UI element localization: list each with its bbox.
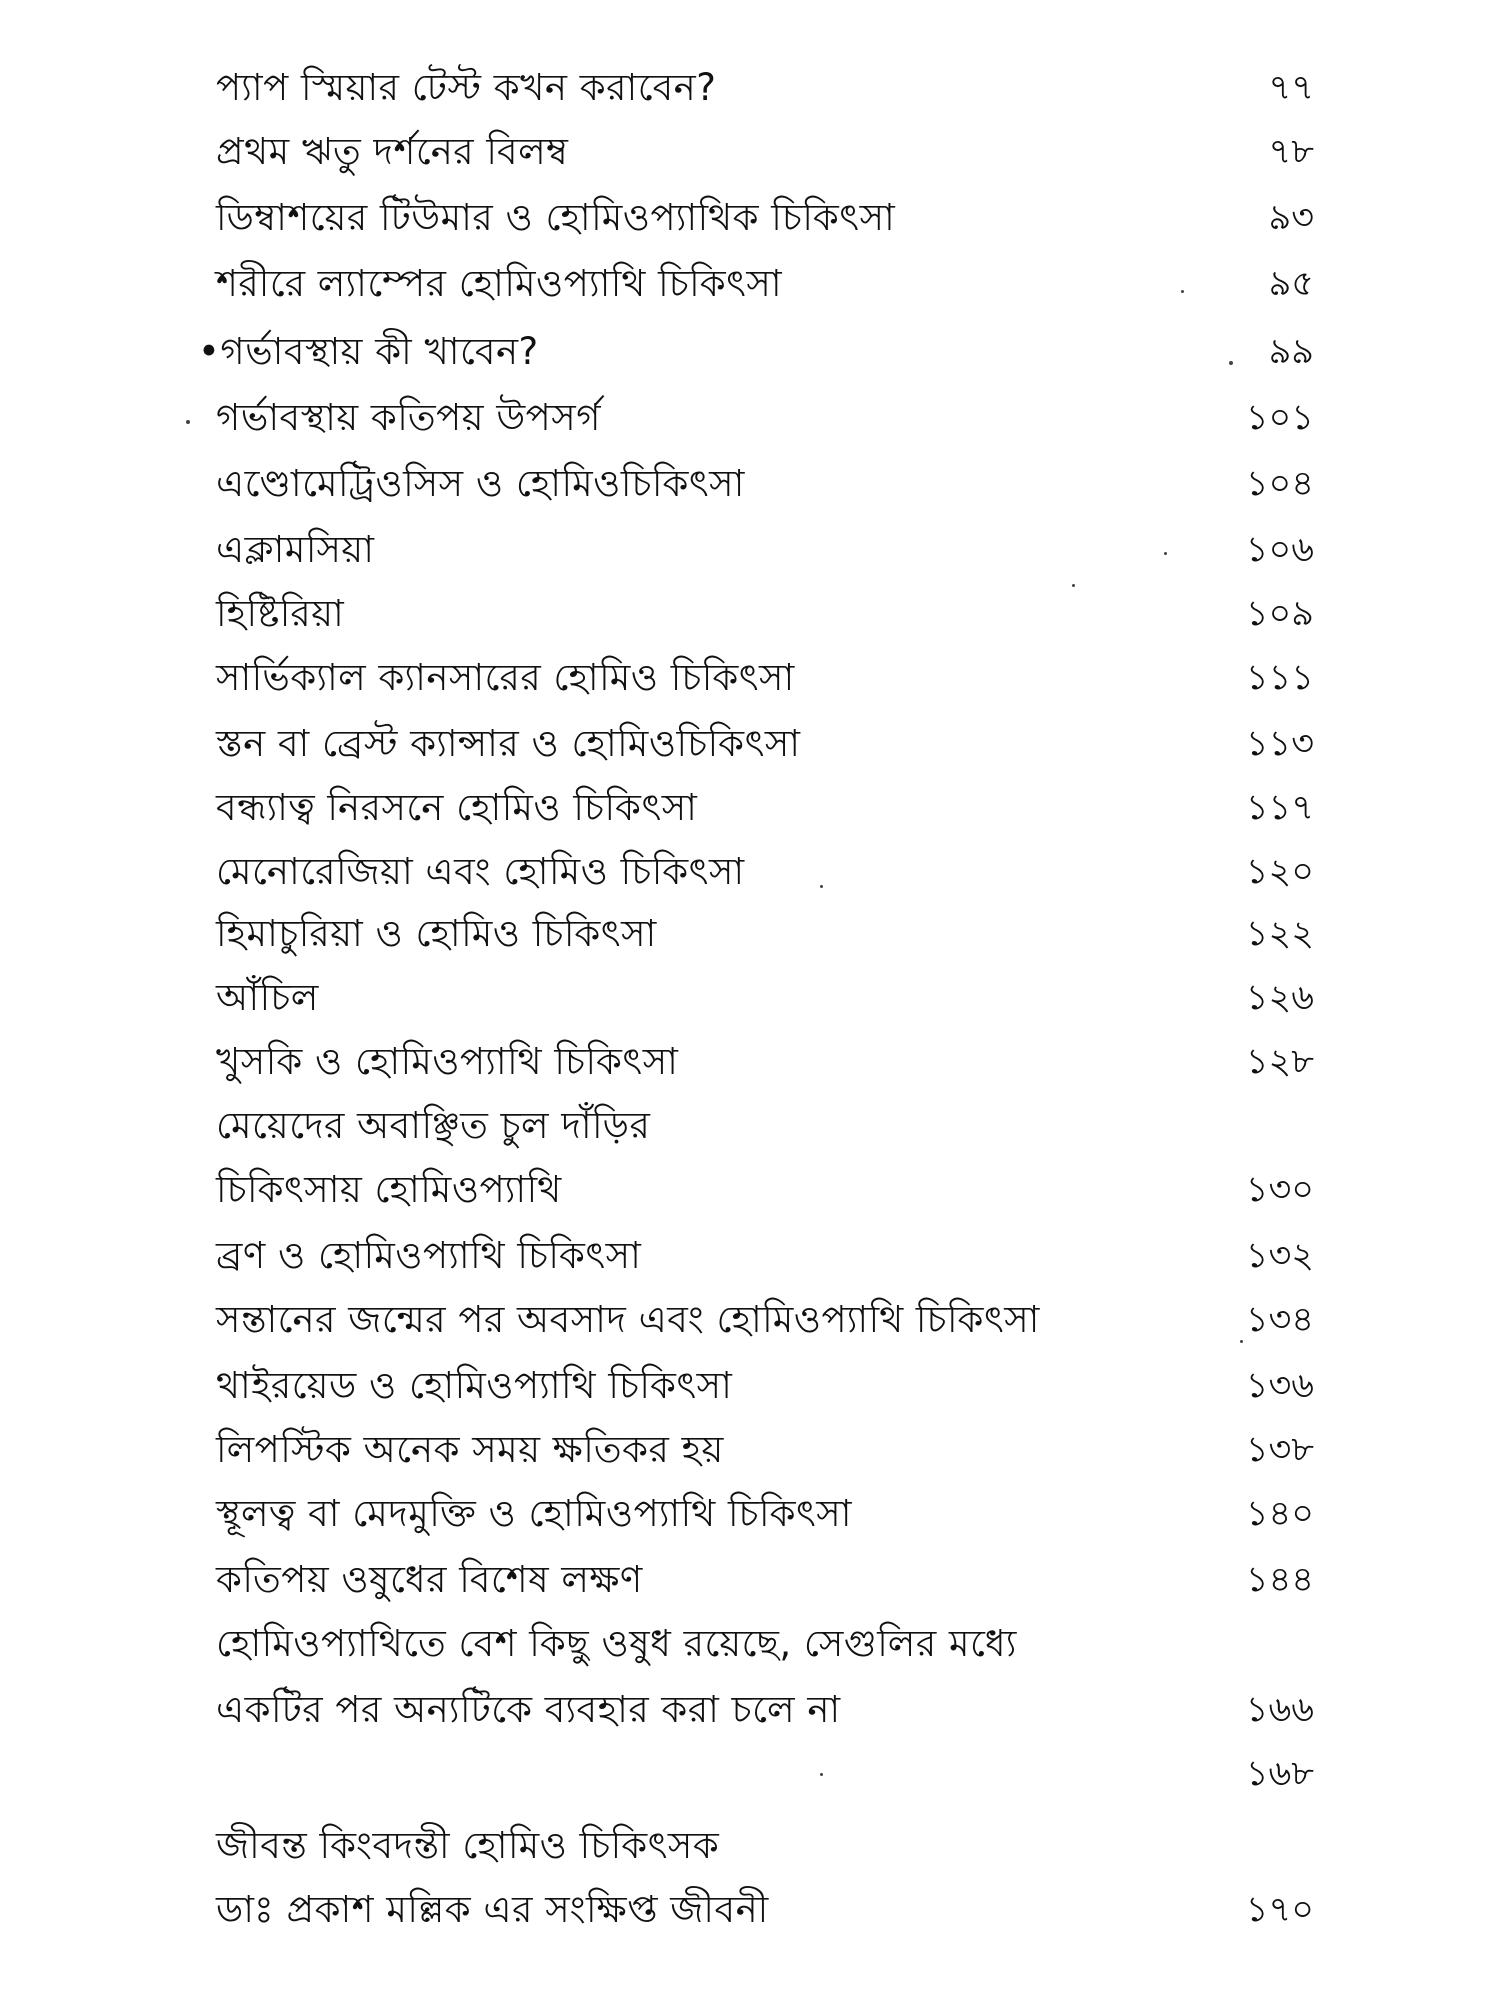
entry-title: চিকিৎসায় হোমিওপ্যাথি bbox=[216, 1168, 562, 1211]
entry-page-number: ১২৬ bbox=[1245, 978, 1314, 1018]
entry-page-number: ১২৮ bbox=[1245, 1042, 1314, 1082]
entry-page-number: ১০৯ bbox=[1245, 594, 1314, 634]
entry-title: ব্রণ ও হোমিওপ্যাথি চিকিৎসা bbox=[216, 1234, 642, 1277]
entry-page-number: ১৩০ bbox=[1245, 1170, 1314, 1210]
toc-entry bbox=[0, 1226, 1500, 1286]
entry-page-number: ১৬৮ bbox=[1245, 1754, 1314, 1794]
entry-title: খুসকি ও হোমিওপ্যাথি চিকিৎসা bbox=[216, 1040, 679, 1083]
entry-page-number: ১৩৬ bbox=[1245, 1366, 1314, 1406]
entry-page-number: ১১৩ bbox=[1245, 724, 1314, 764]
entry-page-number: ১১৭ bbox=[1245, 788, 1314, 828]
entry-title: হিমাচুরিয়া ও হোমিও চিকিৎসা bbox=[216, 912, 657, 955]
entry-title: প্যাপ স্মিয়ার টেস্ট কখন করাবেন? bbox=[216, 66, 717, 109]
entry-title: এণ্ডোমেট্রিওসিস ও হোমিওচিকিৎসা bbox=[216, 462, 745, 505]
toc-entry bbox=[0, 904, 1500, 964]
toc-entry bbox=[0, 968, 1500, 1028]
scan-speck bbox=[1229, 361, 1233, 365]
entry-title: কতিপয় ওষুধের বিশেষ লক্ষণ bbox=[216, 1558, 643, 1601]
entry-page-number: ১৪৪ bbox=[1245, 1560, 1314, 1600]
toc-entry bbox=[0, 1356, 1500, 1416]
entry-title: সন্তানের জন্মের পর অবসাদ এবং হোমিওপ্যাথি চিকিৎসা bbox=[216, 1298, 1040, 1341]
entry-title: সার্ভিক্যাল ক্যানসারের হোমিও চিকিৎসা bbox=[216, 656, 795, 699]
toc-entry bbox=[0, 520, 1500, 580]
entry-page-number: ১০৪ bbox=[1245, 464, 1314, 504]
entry-title: ডাঃ প্রকাশ মল্লিক এর সংক্ষিপ্ত জীবনী bbox=[216, 1888, 769, 1931]
toc-entry bbox=[0, 388, 1500, 448]
toc-entry bbox=[0, 1160, 1500, 1220]
scan-speck bbox=[820, 1773, 823, 1776]
entry-page-number: ১০১ bbox=[1245, 398, 1314, 438]
entry-page-number: ৭৮ bbox=[1268, 132, 1314, 172]
scan-speck bbox=[1181, 290, 1184, 293]
entry-page-number: ১৩৪ bbox=[1245, 1300, 1314, 1340]
toc-entry bbox=[0, 1614, 1500, 1674]
toc-entry bbox=[0, 1096, 1500, 1156]
entry-title: আঁচিল bbox=[216, 976, 319, 1019]
toc-entry bbox=[0, 1880, 1500, 1940]
entry-title: মেনোরেজিয়া এবং হোমিও চিকিৎসা bbox=[216, 850, 745, 893]
toc-entry bbox=[0, 778, 1500, 838]
entry-title: শরীরে ল্যাম্পের হোমিওপ্যাথি চিকিৎসা bbox=[216, 262, 783, 305]
scan-speck bbox=[186, 420, 190, 424]
entry-title: •গর্ভাবস্থায় কী খাবেন? bbox=[198, 330, 539, 373]
toc-entry bbox=[0, 122, 1500, 182]
entry-title: এক্লামসিয়া bbox=[216, 528, 375, 571]
toc-entry bbox=[0, 1680, 1500, 1740]
entry-title: হিষ্টিরিয়া bbox=[216, 592, 345, 635]
toc-entry bbox=[0, 1032, 1500, 1092]
entry-title: গর্ভাবস্থায় কতিপয় উপসর্গ bbox=[216, 396, 601, 439]
entry-page-number: ১৭০ bbox=[1245, 1890, 1314, 1930]
scan-speck bbox=[1164, 552, 1167, 555]
entry-page-number: ১৩২ bbox=[1245, 1236, 1314, 1276]
toc-entry bbox=[0, 322, 1500, 382]
entry-page-number: ১২২ bbox=[1245, 914, 1314, 954]
toc-entry bbox=[0, 584, 1500, 644]
entry-page-number: ৯৩ bbox=[1268, 198, 1314, 238]
entry-title: জীবন্ত কিংবদন্তী হোমিও চিকিৎসক bbox=[216, 1824, 720, 1867]
toc-entry bbox=[0, 714, 1500, 774]
entry-page-number: ১৪০ bbox=[1245, 1494, 1314, 1534]
entry-page-number: ৯৫ bbox=[1268, 264, 1314, 304]
toc-entry bbox=[0, 1420, 1500, 1480]
entry-page-number: ১৩৮ bbox=[1245, 1430, 1314, 1470]
entry-page-number: ১৬৬ bbox=[1245, 1690, 1314, 1730]
entry-title: হোমিওপ্যাথিতে বেশ কিছু ওষুধ রয়েছে, সেগুলির মধ্যে bbox=[216, 1622, 1017, 1665]
entry-page-number: ১১১ bbox=[1245, 658, 1314, 698]
entry-title: স্তন বা ব্রেস্ট ক্যান্সার ও হোমিওচিকিৎসা bbox=[216, 722, 801, 765]
entry-title: বন্ধ্যাত্ব নিরসনে হোমিও চিকিৎসা bbox=[216, 786, 698, 829]
entry-page-number: ৭৭ bbox=[1268, 68, 1314, 108]
entry-title: স্থূলত্ব বা মেদমুক্তি ও হোমিওপ্যাথি চিকিৎসা bbox=[216, 1492, 852, 1535]
entry-title: প্রথম ঋতু দর্শনের বিলম্ব bbox=[216, 130, 569, 173]
toc-entry bbox=[0, 1550, 1500, 1610]
toc-entry bbox=[0, 454, 1500, 514]
toc-entry bbox=[0, 58, 1500, 118]
entry-title: মেয়েদের অবাঞ্ছিত চুল দাঁড়ির bbox=[216, 1104, 651, 1147]
entry-page-number: ১০৬ bbox=[1245, 530, 1314, 570]
toc-entry bbox=[0, 842, 1500, 902]
entry-page-number: ১২০ bbox=[1245, 852, 1314, 892]
entry-title: ডিম্বাশয়ের টিউমার ও হোমিওপ্যাথিক চিকিৎসা bbox=[216, 196, 896, 239]
scan-speck bbox=[820, 885, 823, 888]
entry-page-number: ৯৯ bbox=[1268, 332, 1314, 372]
toc-entry bbox=[0, 188, 1500, 248]
toc-entry bbox=[0, 648, 1500, 708]
scan-speck bbox=[1072, 584, 1075, 587]
entry-title: লিপস্টিক অনেক সময় ক্ষতিকর হয় bbox=[216, 1428, 724, 1471]
entry-title: একটির পর অন্যটিকে ব্যবহার করা চলে না bbox=[216, 1688, 841, 1731]
scan-speck bbox=[1240, 1340, 1243, 1343]
toc-entry bbox=[0, 254, 1500, 314]
toc-entry bbox=[0, 1484, 1500, 1544]
toc-entry bbox=[0, 1816, 1500, 1876]
toc-entry bbox=[0, 1744, 1500, 1804]
entry-title: থাইরয়েড ও হোমিওপ্যাথি চিকিৎসা bbox=[216, 1364, 733, 1407]
toc-entry bbox=[0, 1290, 1500, 1350]
